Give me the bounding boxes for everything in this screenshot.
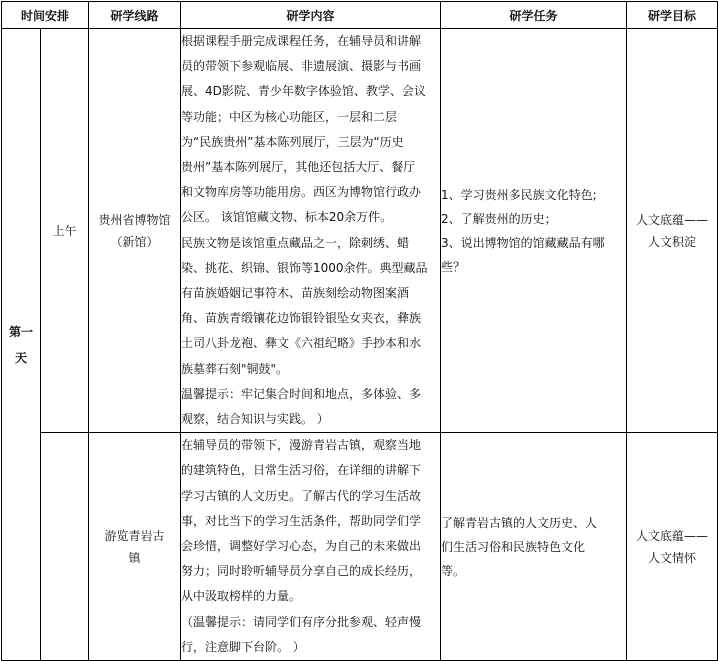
task-line: 们生活习俗和民族特色文化: [441, 539, 586, 554]
period-cell: 上午: [41, 29, 89, 433]
content-line: 会珍惜，调整好学习心态，为自己的未来做出: [181, 539, 422, 554]
task-line: 等。: [441, 563, 466, 578]
content-cell: [181, 29, 441, 433]
period-cell: [41, 433, 89, 661]
content-line: 的建筑特色，日常生活习俗，在详细的讲解下: [181, 463, 422, 478]
goal-cell: [627, 433, 718, 661]
content-line: 观察，结合知识与实践。 ）: [181, 412, 329, 427]
content-line: 事，对比当下的学习生活条件，帮助同学们学: [181, 513, 422, 528]
content-line: 有苗族婚姻记事符木、苗族刻绘动物图案酒: [181, 286, 410, 301]
content-cell: [181, 433, 441, 661]
route-line: 镇: [128, 550, 141, 565]
goal-cell: [627, 29, 718, 433]
day-cell: [2, 29, 41, 661]
content-line: 公区。 该馆馆藏文物、标本20余万件。: [181, 210, 393, 225]
content-line: 土司八卦龙袍、彝文《六祖纪略》手抄本和水: [181, 336, 422, 351]
task-line: 了解青岩古镇的人文历史、人: [441, 515, 598, 530]
content-line: 展、4D影院、青少年数字体验馆、教学、会议: [181, 84, 426, 99]
content-line: 角、苗族青缎镶花边饰银铃银坠女夹衣，彝族: [181, 311, 422, 326]
route-line: （新馆）: [110, 234, 159, 249]
content-line: 和文物库房等功能用房。西区为博物馆行政办: [181, 185, 422, 200]
goal-line: 人文底蕴——: [636, 212, 709, 227]
task-line: 2、了解贵州的历史；: [441, 211, 557, 226]
content-line: 染、挑花、织锦、银饰等1000余件。典型藏品: [181, 260, 428, 275]
content-line: 民族文物是该馆重点藏品之一，除刺绣、蜡: [181, 235, 410, 250]
day-label-line: 天: [14, 350, 27, 365]
content-line: 根据课程手册完成课程任务，在辅导员和讲解: [181, 34, 422, 48]
content-line: 在辅导员的带领下，漫游青岩古镇，观察当地: [181, 438, 422, 453]
header-time: 时间安排: [2, 2, 89, 29]
content-line: 从中汲取榜样的力量。: [181, 589, 302, 604]
table-row: [2, 433, 718, 661]
goal-line: 人文底蕴——: [636, 528, 709, 543]
content-line: 贵州”基本陈列展厅，其他还包括大厅、餐厅: [181, 160, 416, 175]
content-line: 温馨提示：牢记集合时间和地点，多体验、多: [181, 386, 422, 401]
content-line: （温馨提示：请同学们有序分批参观、轻声慢: [181, 614, 422, 629]
task-line: 3、说出博物馆的馆藏藏品有哪: [441, 235, 605, 250]
header-content: 研学内容: [181, 2, 441, 29]
task-line: 1、学习贵州多民族文化特色;: [441, 187, 597, 202]
content-line: 学习古镇的人文历史。了解古代的学习生活故: [181, 488, 422, 503]
header-row: [2, 2, 718, 29]
route-cell: [89, 433, 181, 661]
content-line: 为“民族贵州”基本陈列展厅，三层为“历史: [181, 134, 404, 149]
table-row: [2, 29, 718, 433]
content-line: 等功能；中区为核心功能区，一层和二层: [181, 109, 398, 124]
route-cell: [89, 29, 181, 433]
content-line: 行，注意脚下台阶。 ）: [181, 639, 305, 654]
header-task: 研学任务: [441, 2, 627, 29]
task-cell: [441, 433, 627, 661]
day-label-line: 第一: [8, 324, 33, 339]
content-line: 族墓葬石刻"铜鼓"。: [181, 361, 289, 376]
itinerary-table: [1, 1, 718, 661]
content-line: 员的带领下参观临展、非遗展演、摄影与书画: [181, 59, 422, 74]
header-goal: 研学目标: [627, 2, 718, 29]
route-line: 贵州省博物馆: [98, 212, 171, 227]
content-line: 努力；同时聆听辅导员分享自己的成长经历，: [181, 564, 422, 579]
goal-line: 人文积淀: [648, 234, 697, 249]
route-line: 游览青岩古: [104, 528, 165, 543]
goal-line: 人文情怀: [648, 550, 697, 565]
task-line: 些？: [441, 259, 466, 274]
task-cell: [441, 29, 627, 433]
header-route: 研学线路: [89, 2, 181, 29]
